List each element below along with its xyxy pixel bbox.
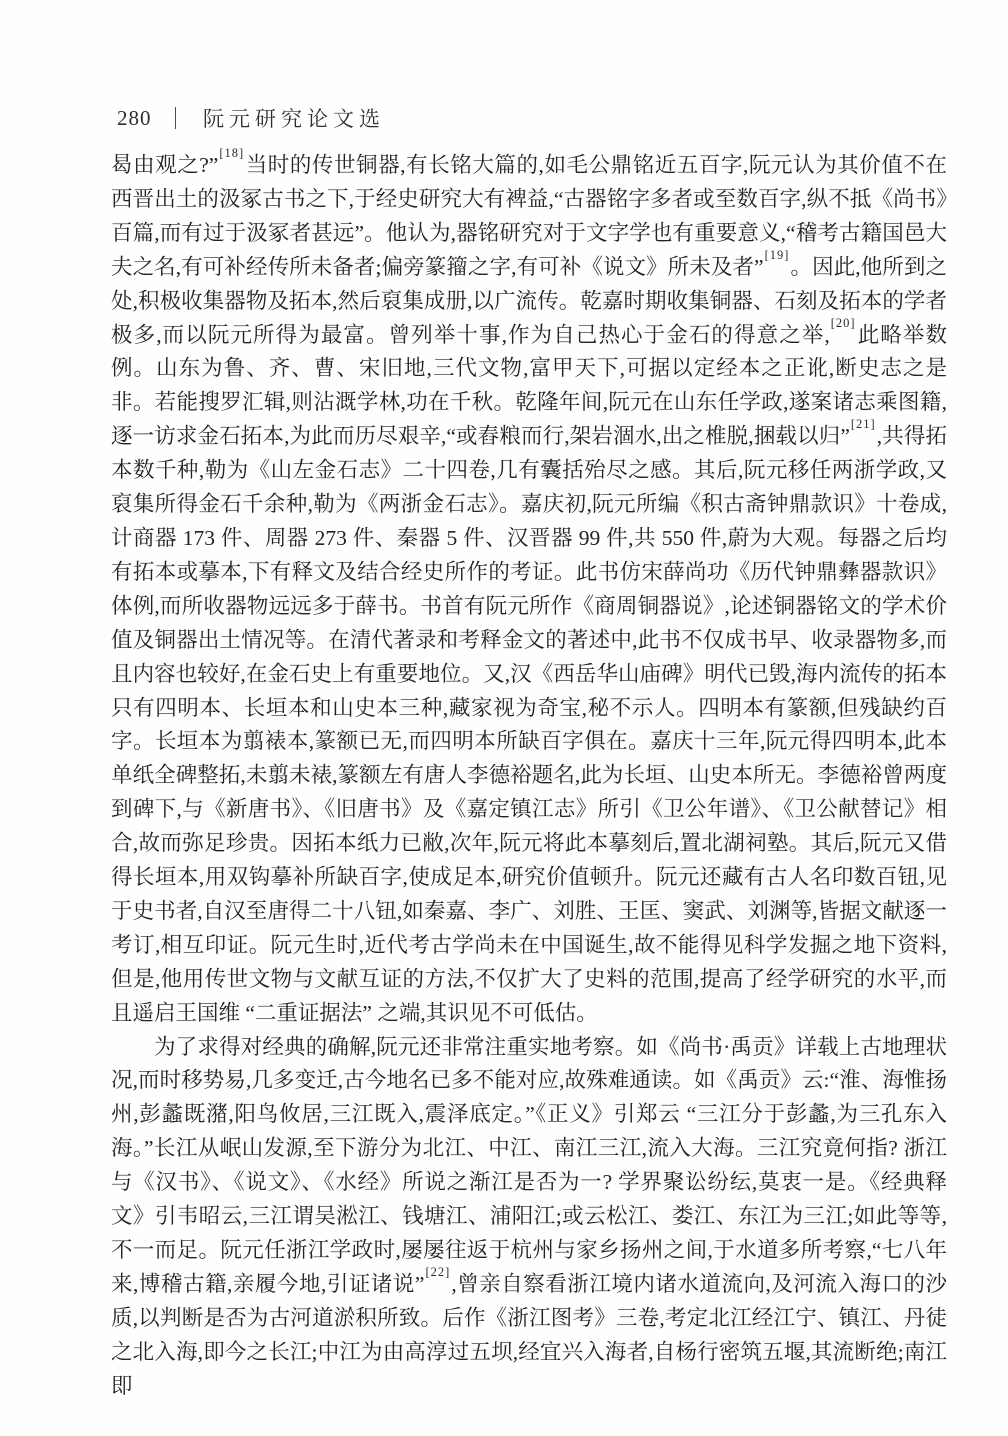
text-run: 当时的传世铜器,有长铭大篇的,如毛公鼎铭近五百字,阮元认为其价值不在西晋出土的汲冢古书之下,于经史研究大有裨益,“古器铭字多者或至数百字,纵不抵《尚书》百篇,而有过于汲冢者甚远”。他认为,器铭研究对于文字学也有重要意义,“稽考古籍国邑大夫之名,有可补经传所未备者;偏旁篆籀之字,有可补《说文》所未及者” [111,153,947,279]
paragraph [111,1031,947,1404]
text-run: 此略举数例。山东为鲁、齐、曹、宋旧地,三代文物,富甲天下,可据以定经本之正讹,断史志之是非。若能搜罗汇辑,则沾溉学林,功在千秋。乾隆年间,阮元在山东任学政,遂案诸志乘图籍,逐一访求金石拓本,为此而历尽艰辛,“或舂粮而行,架岩涸水,出之椎脱,捆载以归” [111,322,947,449]
page-number: 280 [117,105,152,130]
text-run: ,曾亲自察看浙江境内诸水道流向,及河流入海口的沙质,以判断是否为古河道淤积所致。后作《浙江图考》三卷,考定北江经江宁、镇江、丹徒之北入海,即今之长江;中江为由高淳过五坝,经宜兴入海者,自杨行密筑五堰,其流断绝;南江即 [111,1271,947,1398]
body-text [111,145,947,1404]
footnote-ref: [19] [764,247,790,262]
book-title: 阮元研究论文选 [203,107,385,131]
paragraph [111,145,947,1031]
footnote-ref: [22] [425,1264,451,1279]
text-run: 为了求得对经典的确解,阮元还非常注重实地考察。如《尚书·禹贡》详载上古地理状况,而时移势易,几多变迁,古今地名已多不能对应,故殊难通读。如《禹贡》云:“淮、海惟扬州,彭蠡既潴,阳鸟攸居,三江既入,震泽底定。”《正义》引郑云 “三江分于彭蠡,为三孔东入海。”长江从岷山发源,至下游分为北江、中江、南江三江,流入大海。三江究竟何指? 浙江与《汉书》、《说文》、《水经》所说之渐江是否为一? 学界聚讼纷纭,莫衷一是。《经典释文》引韦昭云,三江谓吴淞江、钱塘江、浦阳江;或云松江、娄江、东江为三江;如此等等,不一而足。阮元任浙江学政时,屡屡往返于杭州与家乡扬州之间,于水道多所考察,“七八年来,博稽古籍,亲履今地,引证诸说” [111,1034,947,1296]
footnote-ref: [18] [219,145,245,160]
text-run: 。因此,他所到之处,积极收集器物及拓本,然后裒集成册,以广流传。乾嘉时期收集铜器、石刻及拓本的学者极多,而以阮元所得为最富。曾列举十事,作为自己热心于金石的得意之举, [111,254,947,347]
footnote-ref: [21] [850,417,876,432]
running-header [117,103,385,133]
text-run: 曷由观之?” [111,153,219,177]
footnote-ref: [20] [830,315,856,330]
header-divider [175,107,177,129]
text-run: ,共得拓本数千种,勒为《山左金石志》二十四卷,几有囊括殆尽之感。其后,阮元移任两浙学政,又裒集所得金石千余种,勒为《两浙金石志》。嘉庆初,阮元所编《积古斋钟鼎款识》十卷成,计商器 173 件、周器 273 件、秦器 5 件、汉晋器 99 件,共 550 件,蔚为大观。每器之后均有拓本或摹本,下有释文及结合经史所作的考证。此书仿宋薛尚功《历代钟鼎彝器款识》体例,而所收器物远远多于薛书。书首有阮元所作《商周铜器说》,论述铜器铭文的学术价值及铜器出土情况等。在清代著录和考释金文的著述中,此书不仅成书早、收录器物多,而且内容也较好,在金石史上有重要地位。又,汉《西岳华山庙碑》明代已毁,海内流传的拓本只有四明本、长垣本和山史本三种,藏家视为奇宝,秘不示人。四明本有篆额,但残缺约百字。长垣本为翦裱本,篆额已无,而四明本所缺百字俱在。嘉庆十三年,阮元得四明本,此本单纸全碑整拓,未翦未裱,篆额左有唐人李德裕题名,此为长垣、山史本所无。李德裕曾两度到碑下,与《新唐书》、《旧唐书》及《嘉定镇江志》所引《卫公年谱》、《卫公献替记》相合,故而弥足珍贵。因拓本纸力已敝,次年,阮元将此本摹刻后,置北湖祠塾。其后,阮元又借得长垣本,用双钩摹补所缺百字,使成足本,研究价值顿升。阮元还藏有古人名印数百钮,见于史书者,自汉至唐得二十八钮,如秦嘉、李广、刘胜、王匡、窦武、刘渊等,皆据文献逐一考订,相互印证。阮元生时,近代考古学尚未在中国诞生,故不能得见科学发掘之地下资料,但是,他用传世文物与文献互证的方法,不仅扩大了史料的范围,提高了经学研究的水平,而且遥启王国维 “二重证据法” 之端,其识见不可低估。 [111,424,947,1025]
